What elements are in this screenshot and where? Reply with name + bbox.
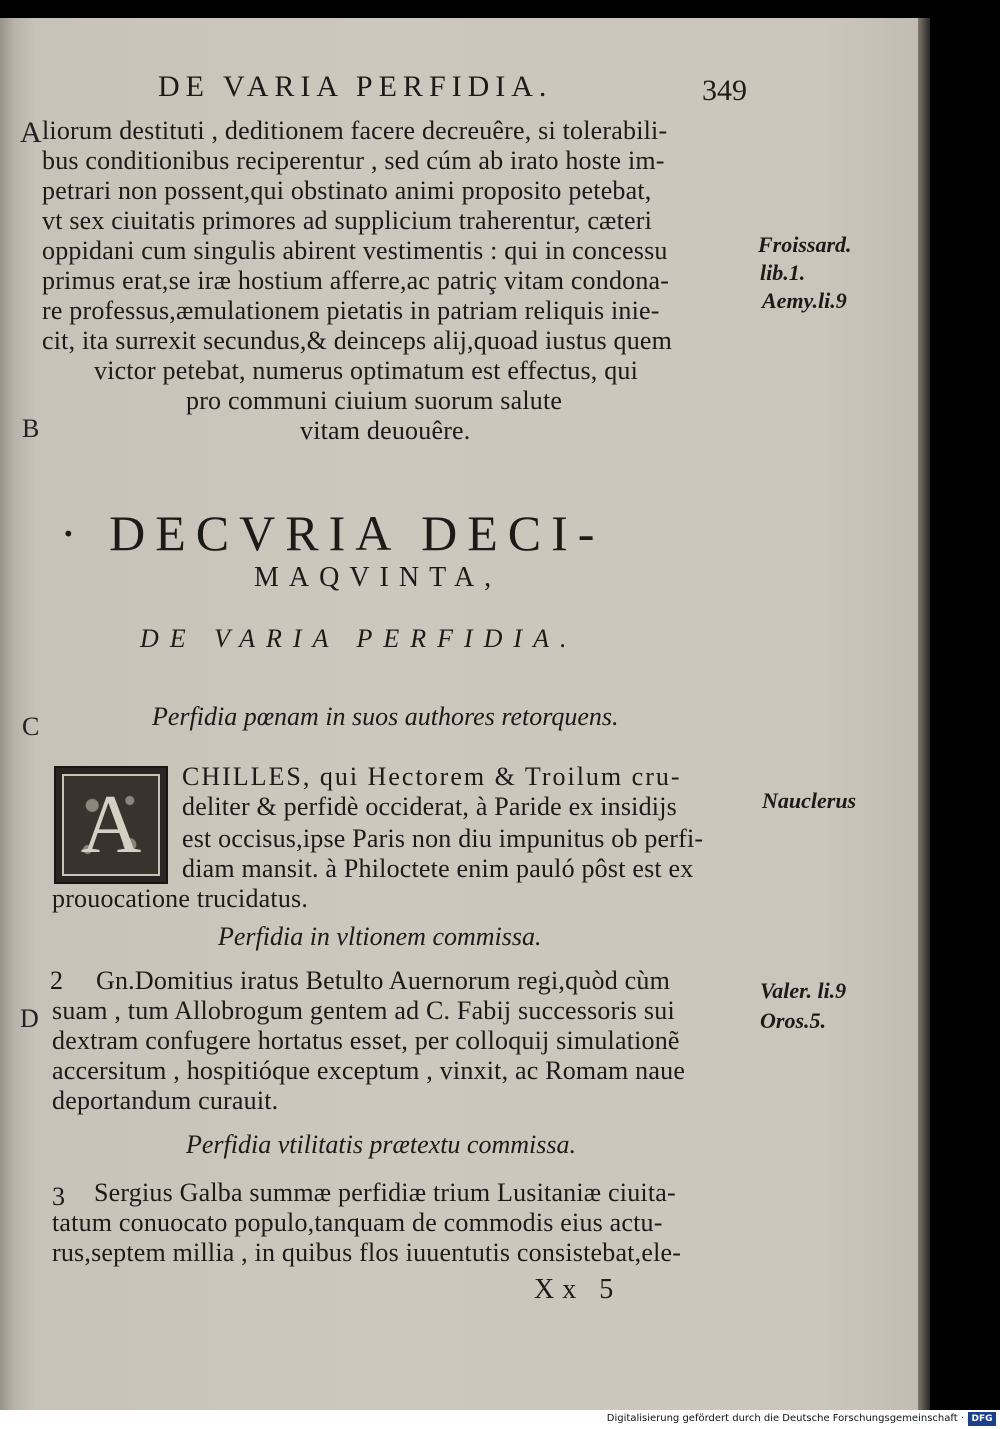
paragraph-line: cit, ita surrexit secundus,& deinceps alij,quoad iustus quem [42, 326, 673, 355]
initial-ornament [62, 774, 160, 876]
decorated-initial [54, 766, 168, 884]
sidenote-froissard: Froissard. [758, 232, 852, 257]
page-edge-shadow [918, 18, 930, 1410]
chapter-title-line1: · DECVRIA DECI- [60, 505, 605, 561]
footer-bar [0, 1410, 1000, 1429]
initial-letter: A [80, 778, 142, 871]
signature-mark: Xx 5 [534, 1274, 622, 1305]
paragraph-line: vitam deuouêre. [300, 416, 471, 445]
chapter-subtitle: DE VARIA PERFIDIA. [140, 624, 578, 653]
sidenote-oros: Oros.5. [760, 1008, 827, 1033]
paragraph-line: oppidani cum singulis abirent vestimentis : qui in concessu [42, 236, 668, 265]
sidenote-aemy: Aemy.li.9 [762, 288, 847, 313]
sidenote-nauclerus: Nauclerus [762, 788, 857, 813]
dfg-logo-icon: DFG [968, 1412, 996, 1426]
paragraph-line: diam mansit. à Philoctete enim pauló pôst est ex [182, 854, 694, 883]
sidenote-valer: Valer. li.9 [760, 978, 847, 1003]
paragraph-line: accersitum , hospitióque exceptum , vinxit, ac Romam naue [52, 1056, 686, 1085]
item-number-3: 3 [52, 1182, 66, 1211]
paragraph-line: pro communi ciuium suorum salute [186, 386, 563, 415]
paragraph-line: dextram confugere hortatus esset, per colloquij simulationẽ [52, 1026, 680, 1055]
margin-letter-a: A [20, 116, 42, 149]
book-page [0, 18, 918, 1410]
paragraph-line: tatum conuocato populo,tanquam de commodis eius actu- [52, 1208, 663, 1237]
paragraph-line: primus erat,se iræ hostium afferre,ac patriç vitam condona- [42, 266, 670, 295]
section-heading-3: Perfidia vtilitatis prætextu commissa. [186, 1130, 576, 1159]
paragraph-line: deliter & perfidè occiderat, à Paride ex insidijs [182, 792, 677, 821]
paragraph-line: petrari non possent,qui obstinato animi proposito petebat, [42, 176, 652, 205]
margin-letter-d: D [20, 1004, 39, 1033]
margin-letter-b: B [22, 414, 40, 443]
item-number-2: 2 [50, 966, 64, 995]
section-heading-1: Perfidia pœnam in suos authores retorquens. [152, 702, 619, 731]
running-head: DE VARIA PERFIDIA. [158, 70, 553, 103]
footer-credit: Digitalisierung gefördert durch die Deutsche Forschungsgemeinschaft · [606, 1413, 964, 1424]
paragraph-line: prouocatione trucidatus. [52, 884, 309, 913]
paragraph-line: deportandum curauit. [52, 1086, 279, 1115]
paragraph-line: CHILLES, qui Hectorem & Troilum cru- [182, 762, 682, 791]
paragraph-line: Sergius Galba summæ perfidiæ trium Lusitaniæ ciuita- [94, 1178, 676, 1207]
paragraph-line: rus,septem millia , in quibus flos iuuentutis consistebat,ele- [52, 1238, 682, 1267]
paragraph-line: Gn.Domitius iratus Betulto Auernorum regi,quòd cùm [96, 966, 670, 995]
paragraph-line: bus conditionibus reciperentur , sed cúm ab irato hoste im- [42, 146, 665, 175]
margin-letter-c: C [22, 712, 40, 741]
paragraph-line: suam , tum Allobrogum gentem ad C. Fabij successoris sui [52, 996, 675, 1025]
paragraph-line: vt sex ciuitatis primores ad supplicium traherentur, cæteri [42, 206, 653, 235]
paragraph-line: liorum destituti , deditionem facere decreuêre, si tolerabili- [42, 116, 668, 145]
page-number: 349 [702, 74, 747, 107]
chapter-title-line2: MAQVINTA, [254, 562, 502, 593]
paragraph-line: est occisus,ipse Paris non diu impunitus ob perfi- [182, 824, 704, 853]
paragraph-line: re professus,æmulationem pietatis in patriam reliquis inie- [42, 296, 660, 325]
paragraph-line: victor petebat, numerus optimatum est effectus, qui [94, 356, 639, 385]
chapter-title-text: DECVRIA DECI- [109, 505, 605, 561]
section-heading-2: Perfidia in vltionem commissa. [218, 922, 542, 951]
sidenote-lib: lib.1. [760, 260, 806, 285]
